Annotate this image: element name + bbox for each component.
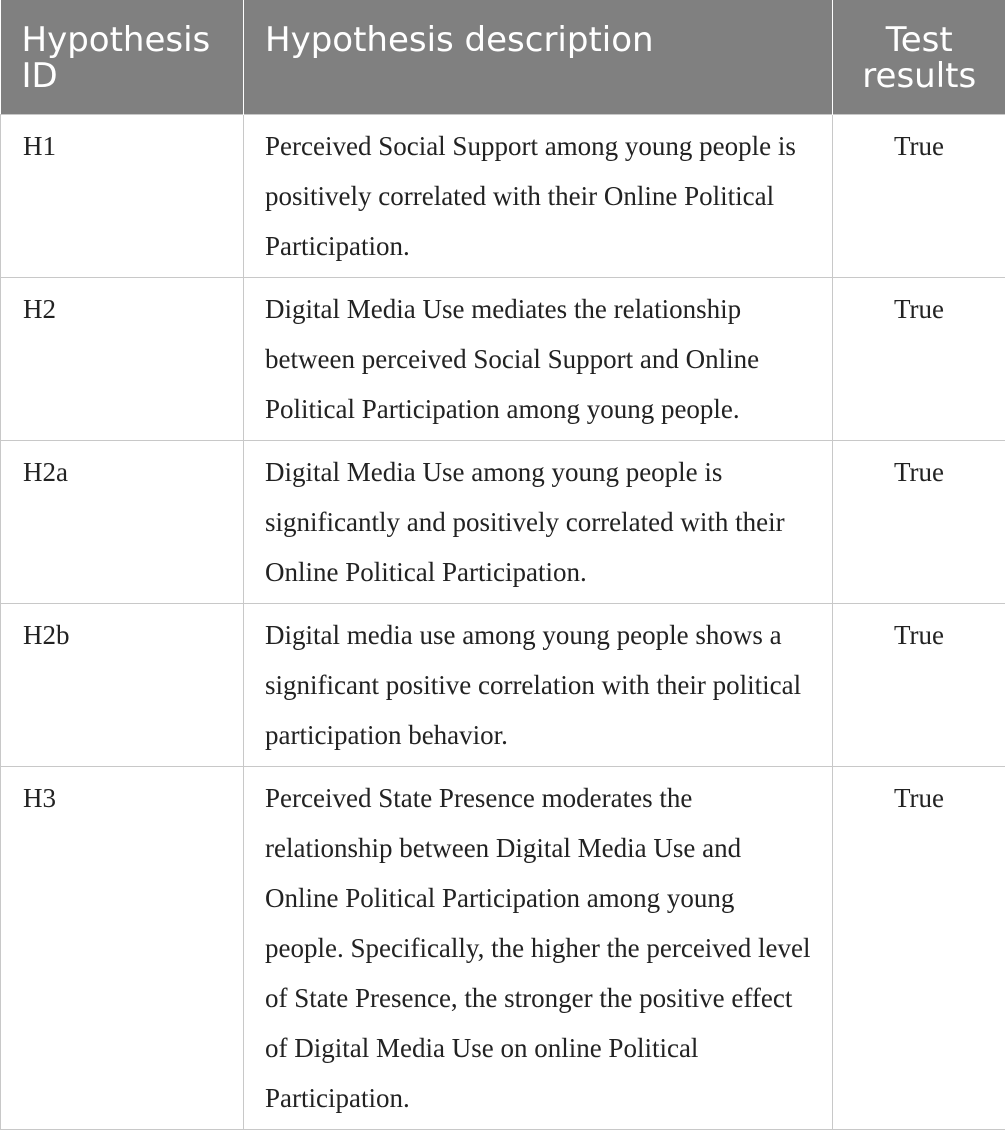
hypothesis-id-cell: H3: [1, 766, 244, 1129]
test-result-cell: True: [833, 603, 1005, 766]
header-hypothesis-description: Hypothesis description: [244, 0, 833, 114]
header-row: [1, 0, 1005, 114]
hypothesis-description-cell: Digital Media Use mediates the relationship between perceived Social Support and Online Political Participation among young people.: [244, 277, 833, 440]
test-result-cell: True: [833, 277, 1005, 440]
hypothesis-description-cell: Perceived Social Support among young people is positively correlated with their Online Political Participation.: [244, 114, 833, 277]
test-result-cell: True: [833, 766, 1005, 1129]
header-test-results: Test results: [833, 0, 1005, 114]
table-row: [1, 114, 1005, 277]
hypothesis-description-cell: Digital media use among young people shows a significant positive correlation with their political participation behavior.: [244, 603, 833, 766]
test-result-cell: True: [833, 114, 1005, 277]
header-hypothesis-id: Hypothesis ID: [1, 0, 244, 114]
table-header: [1, 0, 1005, 114]
table-row: [1, 766, 1005, 1129]
hypothesis-id-cell: H2: [1, 277, 244, 440]
table-row: [1, 440, 1005, 603]
test-result-cell: True: [833, 440, 1005, 603]
table-row: [1, 277, 1005, 440]
hypothesis-description-cell: Perceived State Presence moderates the relationship between Digital Media Use and Online Political Participation among young people. Specifically, the higher the perceived level of State Presence, the stronger the positive effect of Digital Media Use on online Political Participation.: [244, 766, 833, 1129]
table-body: [1, 114, 1005, 1129]
hypothesis-id-cell: H2a: [1, 440, 244, 603]
hypothesis-id-cell: H1: [1, 114, 244, 277]
hypothesis-description-cell: Digital Media Use among young people is significantly and positively correlated with their Online Political Participation.: [244, 440, 833, 603]
table-row: [1, 603, 1005, 766]
hypothesis-id-cell: H2b: [1, 603, 244, 766]
